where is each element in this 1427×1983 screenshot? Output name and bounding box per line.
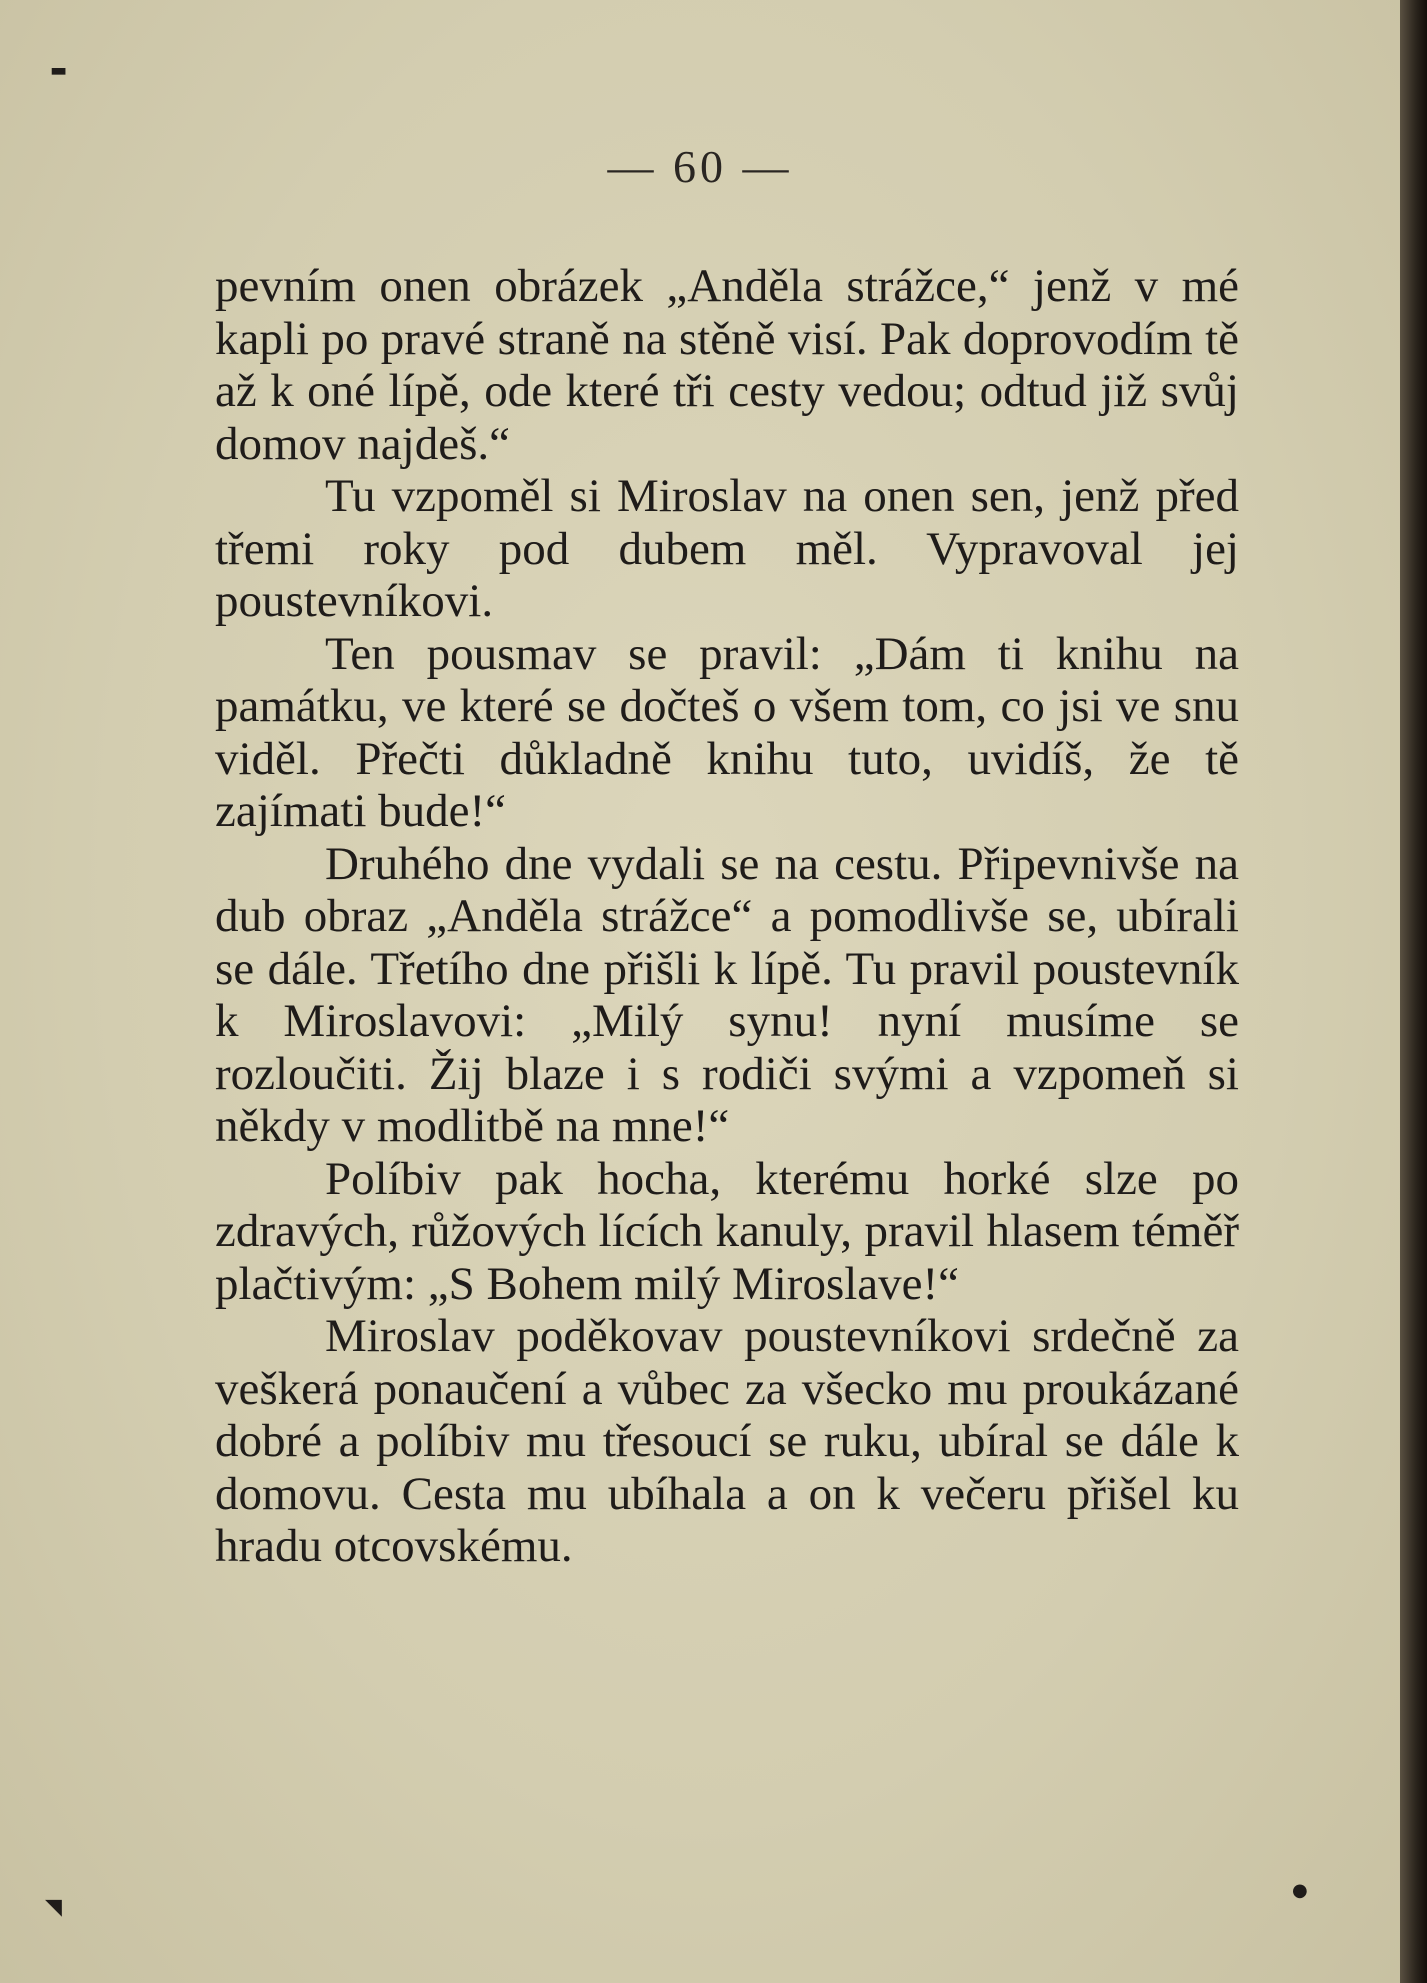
speck-mark: ● xyxy=(1292,1880,1308,1901)
paragraph: Políbiv pak hocha, kterému horké slze po zdravých, růžových lících kanuly, pravil hlasem téměř plačtivým: „S Bohem milý Miroslave!“ xyxy=(215,1152,1239,1310)
paragraph: Ten pousmav se pravil: „Dám ti knihu na památku, ve které se dočteš o všem tom, co jsi ve snu viděl. Přečti důkladně knihu tuto, uvidíš, že tě zajímati bude!“ xyxy=(215,627,1239,837)
page-number: — 60 — xyxy=(607,141,793,192)
speck-mark: ▬ xyxy=(50,60,68,81)
paragraph: Druhého dne vydali se na cestu. Připevnivše na dub obraz „Anděla strážce“ a pomodlivše se, ubírali se dále. Třetího dne přišli k lípě. Tu pravil poustevník k Miroslavovi: „Milý synu! nyní musíme se rozloučiti. Žij blaze i s rodiči svými a vzpomeň si někdy v modlitbě na mne!“ xyxy=(215,837,1239,1152)
paragraph: Tu vzpoměl si Miroslav na onen sen, jenž před třemi roky pod dubem měl. Vypravoval jej poustevníkovi. xyxy=(215,470,1239,627)
speck-mark: ◥ xyxy=(45,1895,62,1920)
book-spine xyxy=(1400,0,1427,1983)
paragraph: pevním onen obrázek „Anděla strážce,“ jenž v mé kapli po pravé straně na stěně visí. Pak doprovodím tě až k oné lípě, ode které tři cesty vedou; odtud již svůj domov najdeš.“ xyxy=(215,260,1239,470)
paragraph: Miroslav poděkovav poustevníkovi srdečně za veškerá ponaučení a vůbec za všecko mu proukázané dobré a políbiv mu třesoucí se ruku, ubíral se dále k domovu. Cesta mu ubíhala a on k večeru přišel ku hradu otcovskému. xyxy=(215,1310,1239,1572)
body-text xyxy=(215,260,1239,1573)
